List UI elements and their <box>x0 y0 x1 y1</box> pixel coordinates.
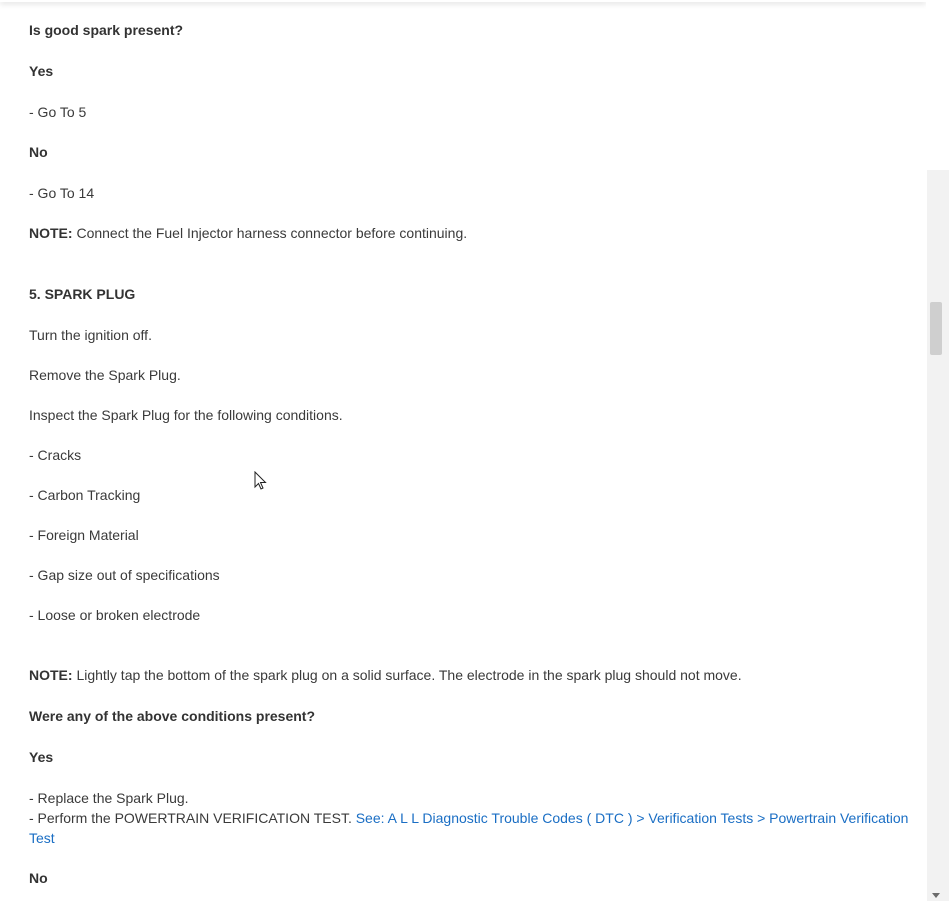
step-text: - Perform the POWERTRAIN VERIFICATION TEST. <box>29 810 356 826</box>
condition-item: - Loose or broken electrode <box>29 607 201 623</box>
answer-no-label: No <box>29 870 48 886</box>
note-label: NOTE: <box>29 225 73 241</box>
scroll-down-arrow-icon[interactable] <box>932 893 940 898</box>
answer-yes-step: - Replace the Spark Plug. <box>29 790 189 806</box>
question-conditions-present: Were any of the above conditions present? <box>29 708 316 724</box>
vertical-scrollbar[interactable] <box>926 0 951 901</box>
answer-yes-label: Yes <box>29 749 54 765</box>
scrollbar-track[interactable] <box>927 170 949 901</box>
answer-no-label: No <box>29 144 48 160</box>
answer-yes-label: Yes <box>29 63 54 79</box>
verification-test-link-cont[interactable]: Test <box>29 830 55 846</box>
condition-item: - Gap size out of specifications <box>29 567 220 583</box>
scrollbar-thumb[interactable] <box>930 302 942 355</box>
condition-item: - Cracks <box>29 447 82 463</box>
note-text: Lightly tap the bottom of the spark plug on a solid surface. The electrode in the spark plug should not move. <box>72 667 742 683</box>
question-good-spark: Is good spark present? <box>29 22 184 38</box>
answer-yes-step: - Go To 5 <box>29 104 87 120</box>
note-label: NOTE: <box>29 667 73 683</box>
step-title-spark-plug: 5. SPARK PLUG <box>29 286 136 302</box>
instruction-ignition-off: Turn the ignition off. <box>29 327 152 343</box>
instruction-inspect: Inspect the Spark Plug for the following conditions. <box>29 407 343 423</box>
answer-yes-step <box>29 809 908 827</box>
link-continuation <box>29 829 55 847</box>
condition-item: - Carbon Tracking <box>29 487 141 503</box>
note-fuel-injector <box>29 224 467 242</box>
condition-item: - Foreign Material <box>29 527 139 543</box>
instruction-remove-plug: Remove the Spark Plug. <box>29 367 181 383</box>
answer-no-step: - Go To 14 <box>29 185 95 201</box>
mouse-cursor-icon <box>254 471 268 491</box>
note-tap-plug <box>29 666 742 684</box>
note-text: Connect the Fuel Injector harness connector before continuing. <box>72 225 468 241</box>
verification-test-link[interactable]: See: A L L Diagnostic Trouble Codes ( DTC ) > Verification Tests > Powertrain Verification <box>355 810 909 826</box>
